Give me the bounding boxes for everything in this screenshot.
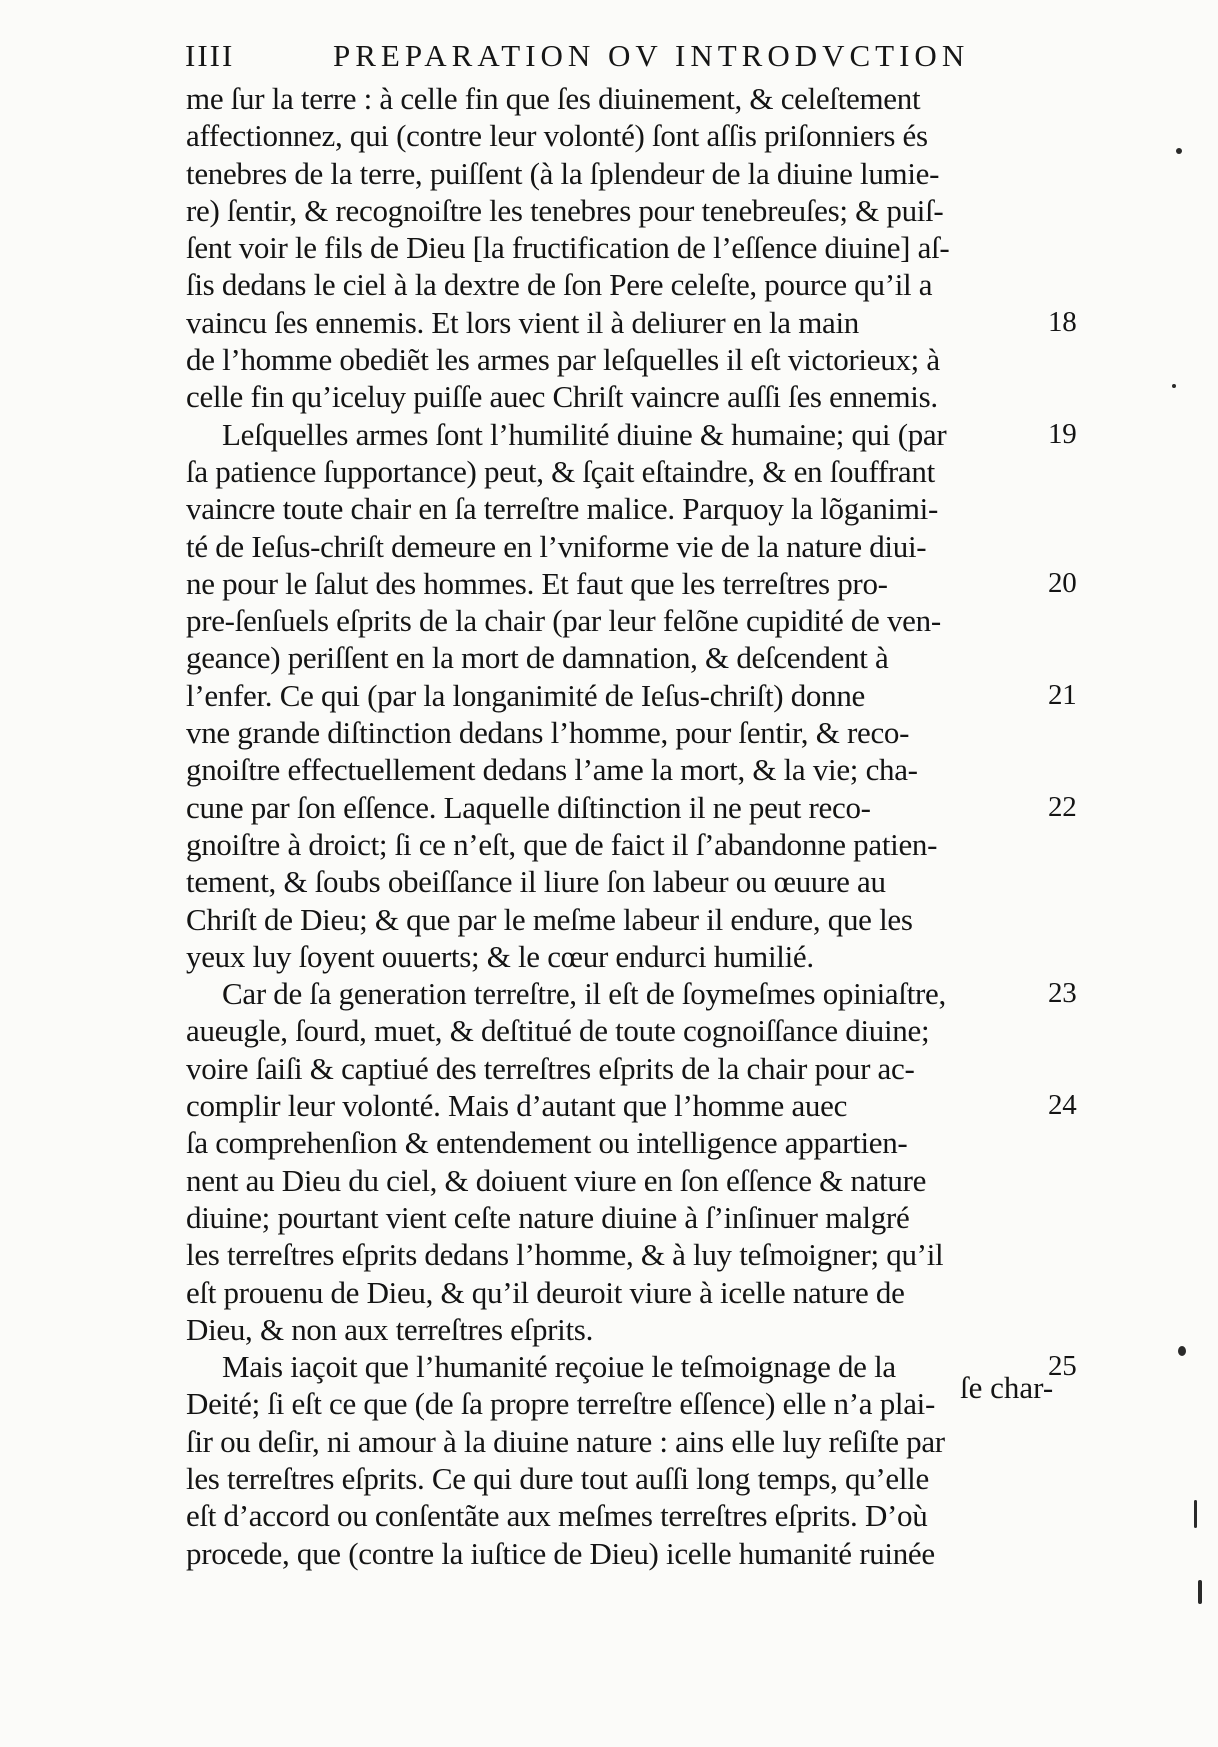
text-line	[186, 1535, 1056, 1572]
text-line-content: pre-ſenſuels eſprits de la chair (par leur felõne cupidité de ven-	[186, 603, 941, 639]
text-line-content: complir leur volonté. Mais d’autant que l’homme auec	[186, 1088, 848, 1124]
text-line-content: té de Ieſus-chriſt demeure en l’vniforme vie de la nature diui-	[186, 528, 927, 564]
text-line-content: geance) periſſent en la mort de damnation, & deſcendent à	[186, 640, 889, 676]
text-line-content: celle fin qu’iceluy puiſſe auec Chriſt vaincre auſſi ſes ennemis.	[186, 379, 938, 415]
verse-number: 19	[1048, 417, 1077, 450]
text-line	[186, 378, 1056, 415]
text-line-content: ſent voir le fils de Dieu [la fructification de l’eſſence diuine] aſ-	[186, 230, 950, 266]
text-line	[186, 938, 1056, 975]
text-line-content: nent au Dieu du ciel, & doiuent viure en ſon eſſence & nature	[186, 1162, 927, 1198]
text-line-content: tement, & ſoubs obeiſſance il liure ſon labeur ou œuure au	[186, 864, 886, 900]
text-line-content: vaincu ſes ennemis. Et lors vient il à deliurer en la main	[186, 304, 860, 340]
text-line-content: voire ſaiſi & captiué des terreſtres eſprits de la chair pour ac-	[186, 1050, 915, 1086]
text-line	[186, 1497, 1056, 1534]
text-line	[186, 229, 1056, 266]
verse-number: 21	[1048, 678, 1077, 711]
text-line-content: cune par ſon eſſence. Laquelle diſtinction il ne peut reco-	[186, 789, 871, 825]
text-line	[186, 714, 1056, 751]
text-line-content: re) ſentir, & recognoiſtre les tenebres pour tenebreuſes; & puiſ-	[186, 192, 944, 228]
text-line-content: aueugle, ſourd, muet, & deſtitué de toute cognoiſſance diuine;	[186, 1013, 930, 1049]
text-line-content: gnoiſtre effectuellement dedans l’ame la mort, & la vie; cha-	[186, 752, 918, 788]
text-line-content: tenebres de la terre, puiſſent (à la ſplendeur de la diuine lumie-	[186, 155, 940, 191]
verse-number: 25	[1048, 1350, 1077, 1383]
text-line-content: eſt prouenu de Dieu, & qu’il deuroit viure à icelle nature de	[186, 1274, 905, 1310]
text-line	[186, 1124, 1056, 1161]
text-line	[186, 155, 1056, 192]
text-line	[186, 453, 1056, 490]
text-line	[186, 117, 1056, 154]
text-line	[186, 490, 1056, 527]
text-line	[186, 826, 1056, 863]
text-line-content: ne pour le ſalut des hommes. Et faut que les terreſtres pro-	[186, 565, 888, 601]
text-line-content: Chriſt de Dieu; & que par le meſme labeur il endure, que les	[186, 901, 913, 937]
text-line-content: les terreſtres eſprits. Ce qui dure tout auſſi long temps, qu’elle	[186, 1460, 929, 1496]
text-line	[186, 751, 1056, 788]
text-line-content: Deité; ſi eſt ce que (de ſa propre terreſtre eſſence) elle n’a plai-	[186, 1386, 936, 1422]
verse-number: 18	[1048, 305, 1077, 338]
text-line-content: Leſquelles armes ſont l’humilité diuine & humaine; qui (par	[222, 416, 947, 452]
text-line	[186, 304, 1077, 341]
running-title: PREPARATION OV INTRODVCTION	[333, 38, 970, 73]
text-line-content: ſis dedans le ciel à la dextre de ſon Pere celeſte, pource qu’il a	[186, 267, 933, 303]
text-line	[186, 901, 1056, 938]
text-line	[186, 863, 1056, 900]
text-line	[186, 1050, 1056, 1087]
text-line	[186, 789, 1077, 826]
text-line	[186, 565, 1077, 602]
text-line-content: de l’homme obediẽt les armes par leſquelles il eſt victorieux; à	[186, 342, 940, 378]
text-line	[186, 266, 1056, 303]
text-line	[186, 80, 1056, 117]
text-line-content: eſt d’accord ou conſentãte aux meſmes terreſtres eſprits. D’où	[186, 1498, 928, 1534]
text-line	[186, 1162, 1056, 1199]
text-line	[186, 975, 1077, 1012]
folio-number: IIII	[185, 38, 235, 73]
verse-number: 22	[1048, 790, 1077, 823]
text-line	[186, 416, 1077, 453]
text-line-content: ſa patience ſupportance) peut, & ſçait eſtaindre, & en ſouffrant	[186, 453, 935, 489]
text-line-content: ſa comprehenſion & entendement ou intelligence appartien-	[186, 1125, 908, 1161]
text-line	[186, 1423, 1056, 1460]
text-line	[186, 1311, 1056, 1348]
text-line	[186, 677, 1077, 714]
text-line-content: affectionnez, qui (contre leur volonté) ſont aſſis priſonniers és	[186, 118, 928, 154]
text-line-content: Car de ſa generation terreſtre, il eſt de ſoymeſmes opiniaſtre,	[222, 976, 946, 1012]
text-line-content: vaincre toute chair en ſa terreſtre malice. Parquoy la lõganimi-	[186, 491, 939, 527]
text-line	[186, 528, 1056, 565]
text-line	[186, 639, 1056, 676]
text-line-content: l’enfer. Ce qui (par la longanimité de Ieſus-chriſt) donne	[186, 677, 865, 713]
body-text	[186, 80, 1077, 1572]
text-line	[186, 1087, 1077, 1124]
verse-number: 24	[1048, 1089, 1077, 1122]
text-line-content: Mais iaçoit que l’humanité reçoiue le teſmoignage de la	[222, 1349, 896, 1385]
page-header	[185, 38, 970, 84]
text-line-content: vne grande diſtinction dedans l’homme, pour ſentir, & reco-	[186, 715, 910, 751]
text-line	[186, 192, 1056, 229]
text-line	[186, 1385, 1056, 1422]
catchword: ſe char-	[960, 1370, 1054, 1405]
verse-number: 23	[1048, 977, 1077, 1010]
text-line	[186, 1236, 1056, 1273]
text-line-content: Dieu, & non aux terreſtres eſprits.	[186, 1311, 594, 1347]
text-line-content: gnoiſtre à droict; ſi ce n’eſt, que de faict il ſ’abandonne patien-	[186, 826, 938, 862]
text-line-content: ſir ou deſir, ni amour à la diuine nature : ains elle luy reſiſte par	[186, 1423, 945, 1459]
text-line	[186, 1199, 1056, 1236]
text-line-content: procede, que (contre la iuſtice de Dieu) icelle humanité ruinée	[186, 1535, 935, 1571]
text-line-content: les terreſtres eſprits dedans l’homme, & à luy teſmoigner; qu’il	[186, 1237, 944, 1273]
text-line-content: yeux luy ſoyent ouuerts; & le cœur endurci humilié.	[186, 938, 814, 974]
text-line-content: diuine; pourtant vient ceſte nature diuine à ſ’inſinuer malgré	[186, 1199, 910, 1235]
text-line-content: me ſur la terre : à celle fin que ſes diuinement, & celeſtement	[186, 81, 921, 116]
verse-number: 20	[1048, 566, 1077, 599]
binding-edge	[1158, 0, 1218, 1747]
text-line	[186, 1348, 1077, 1385]
text-line	[186, 602, 1056, 639]
text-line	[186, 1012, 1056, 1049]
text-line	[186, 1460, 1056, 1497]
text-line	[186, 341, 1056, 378]
text-line	[186, 1274, 1056, 1311]
